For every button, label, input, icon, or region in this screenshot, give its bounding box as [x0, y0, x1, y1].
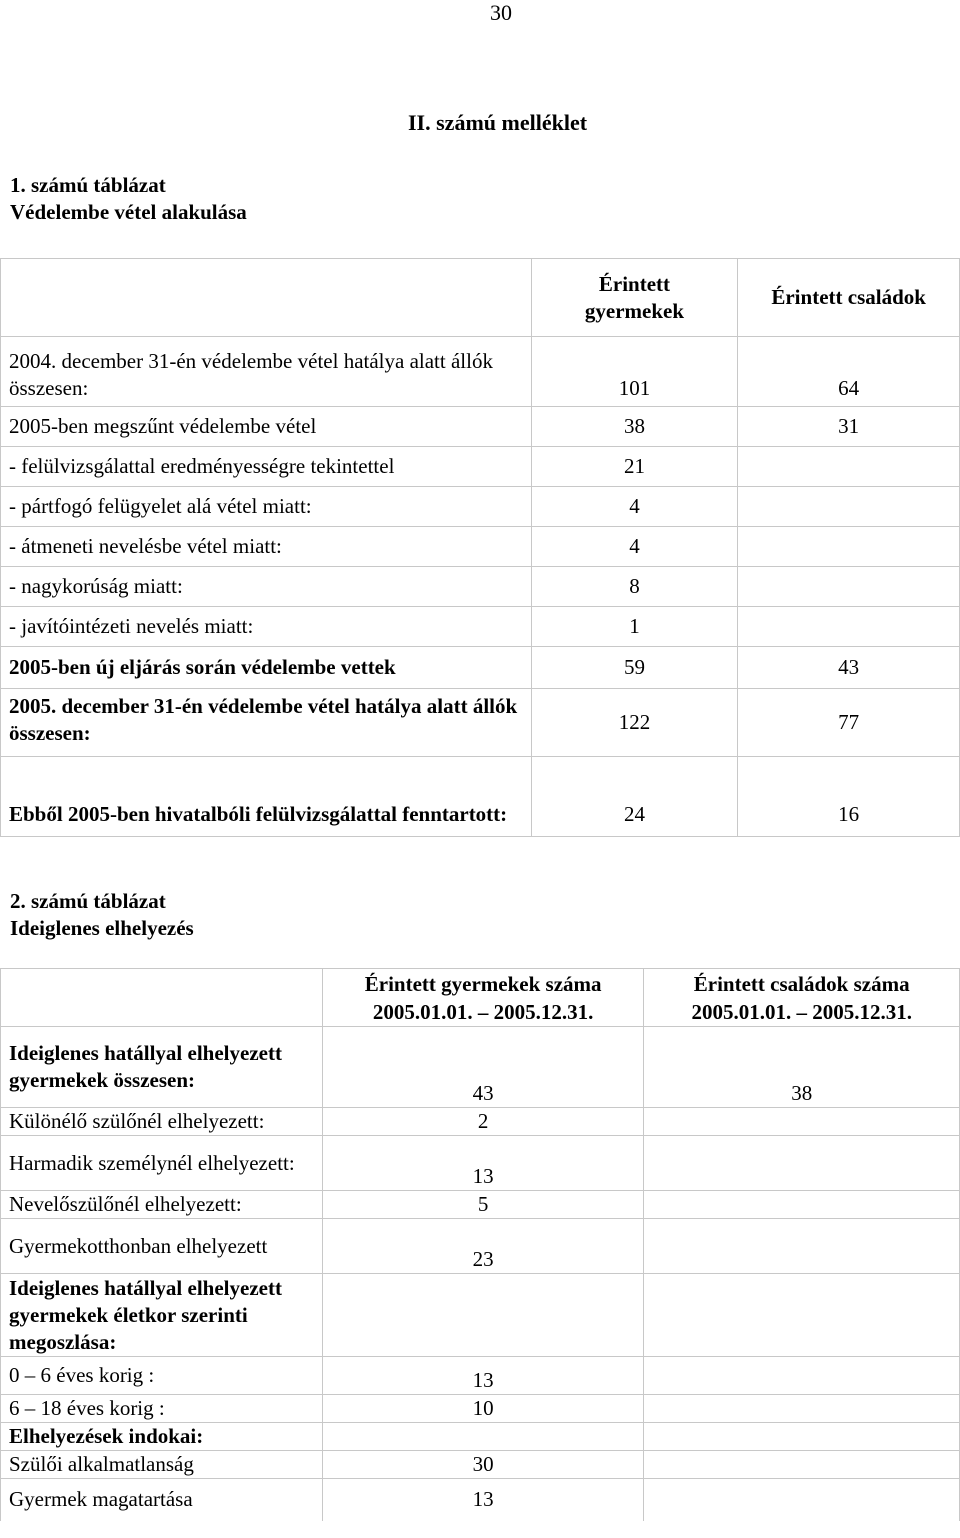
- row-children: 101: [531, 337, 738, 407]
- annex-title: II. számú melléklet: [408, 110, 588, 135]
- table2-caption: [10, 888, 194, 942]
- row-label: Elhelyezések indokai:: [1, 1423, 323, 1451]
- row-families: [644, 1423, 960, 1451]
- row-label: Különélő szülőnél elhelyezett:: [1, 1108, 323, 1136]
- row-families: [644, 1191, 960, 1219]
- table-row: [1, 1274, 960, 1357]
- row-label: 2005-ben megszűnt védelembe vétel: [1, 407, 532, 447]
- row-families: [644, 1219, 960, 1274]
- row-children: 13: [322, 1136, 643, 1191]
- row-children: 8: [531, 567, 738, 607]
- row-label: - javítóintézeti nevelés miatt:: [1, 607, 532, 647]
- row-families: [644, 1395, 960, 1423]
- row-label: 0 – 6 éves korig :: [1, 1357, 323, 1395]
- table-row: [1, 447, 960, 487]
- row-label: Harmadik személynél elhelyezett:: [1, 1136, 323, 1191]
- table-row: [1, 1027, 960, 1108]
- row-children: 30: [322, 1451, 643, 1479]
- row-families: 16: [738, 757, 960, 837]
- row-families: [644, 1357, 960, 1395]
- row-label: Nevelőszülőnél elhelyezett:: [1, 1191, 323, 1219]
- table-row: [1, 1395, 960, 1423]
- row-families: [644, 1479, 960, 1521]
- table-header-row: [1, 969, 960, 1027]
- table-row: [1, 1423, 960, 1451]
- row-families: [644, 1136, 960, 1191]
- row-children: 21: [531, 447, 738, 487]
- row-children: 43: [322, 1027, 643, 1108]
- row-label: Szülői alkalmatlanság: [1, 1451, 323, 1479]
- row-label: Gyermek magatartása: [1, 1479, 323, 1521]
- row-children: [322, 1274, 643, 1357]
- header-children: Érintett gyermekek száma 2005.01.01. – 2005.12.31.: [322, 969, 643, 1027]
- header-empty-cell: [1, 259, 532, 337]
- row-families: 31: [738, 407, 960, 447]
- row-label: - nagykorúság miatt:: [1, 567, 532, 607]
- table-row: [1, 1479, 960, 1521]
- table-row: [1, 567, 960, 607]
- row-children: 1: [531, 607, 738, 647]
- row-children: 2: [322, 1108, 643, 1136]
- row-label: 2005. december 31-én védelembe vétel hatálya alatt állók összesen:: [1, 689, 532, 757]
- row-children: 4: [531, 527, 738, 567]
- header-empty-cell: [1, 969, 323, 1027]
- table2-caption-number: 2. számú táblázat: [10, 889, 166, 913]
- table1-caption-number: 1. számú táblázat: [10, 173, 166, 197]
- table-row: [1, 337, 960, 407]
- row-label: Gyermekotthonban elhelyezett: [1, 1219, 323, 1274]
- table-row: [1, 1451, 960, 1479]
- table-row: [1, 407, 960, 447]
- table-temporary-placement: [0, 968, 960, 1521]
- table-row: [1, 1219, 960, 1274]
- row-children: 4: [531, 487, 738, 527]
- row-children: 24: [531, 757, 738, 837]
- row-children: 59: [531, 647, 738, 689]
- row-families: 77: [738, 689, 960, 757]
- header-children: Érintett gyermekek: [531, 259, 738, 337]
- row-label: - pártfogó felügyelet alá vétel miatt:: [1, 487, 532, 527]
- row-label: Ideiglenes hatállyal elhelyezett gyermekek összesen:: [1, 1027, 323, 1108]
- page-number: 30: [490, 0, 512, 25]
- row-children: 23: [322, 1219, 643, 1274]
- row-label: 2004. december 31-én védelembe vétel hatálya alatt állók összesen:: [1, 337, 532, 407]
- table2-caption-title: Ideiglenes elhelyezés: [10, 916, 194, 940]
- row-children: 13: [322, 1479, 643, 1521]
- table-header-row: [1, 259, 960, 337]
- row-label: Ebből 2005-ben hivatalbóli felülvizsgálattal fenntartott:: [1, 757, 532, 837]
- row-families: [738, 487, 960, 527]
- table-protection: [0, 258, 960, 837]
- row-families: [738, 527, 960, 567]
- row-families: 43: [738, 647, 960, 689]
- table-row: [1, 689, 960, 757]
- row-label: - átmeneti nevelésbe vétel miatt:: [1, 527, 532, 567]
- row-families: [738, 607, 960, 647]
- row-families: [644, 1274, 960, 1357]
- table-row: [1, 1357, 960, 1395]
- table-row: [1, 1191, 960, 1219]
- table-row: [1, 757, 960, 837]
- row-label: Ideiglenes hatállyal elhelyezett gyermekek életkor szerinti megoszlása:: [1, 1274, 323, 1357]
- table-row: [1, 487, 960, 527]
- table-row: [1, 1136, 960, 1191]
- table1-caption-title: Védelembe vétel alakulása: [10, 200, 247, 224]
- table-row: [1, 647, 960, 689]
- row-children: [322, 1423, 643, 1451]
- header-families: Érintett családok száma 2005.01.01. – 2005.12.31.: [644, 969, 960, 1027]
- row-families: 64: [738, 337, 960, 407]
- row-children: 122: [531, 689, 738, 757]
- row-children: 38: [531, 407, 738, 447]
- row-label: - felülvizsgálattal eredményességre tekintettel: [1, 447, 532, 487]
- row-families: [644, 1108, 960, 1136]
- table-row: [1, 527, 960, 567]
- row-children: 13: [322, 1357, 643, 1395]
- row-families: 38: [644, 1027, 960, 1108]
- row-label: 6 – 18 éves korig :: [1, 1395, 323, 1423]
- row-children: 10: [322, 1395, 643, 1423]
- table-row: [1, 1108, 960, 1136]
- row-children: 5: [322, 1191, 643, 1219]
- row-label: 2005-ben új eljárás során védelembe vettek: [1, 647, 532, 689]
- table-row: [1, 607, 960, 647]
- table1-caption: [10, 172, 247, 226]
- row-families: [738, 567, 960, 607]
- row-families: [644, 1451, 960, 1479]
- row-families: [738, 447, 960, 487]
- header-families: Érintett családok: [738, 259, 960, 337]
